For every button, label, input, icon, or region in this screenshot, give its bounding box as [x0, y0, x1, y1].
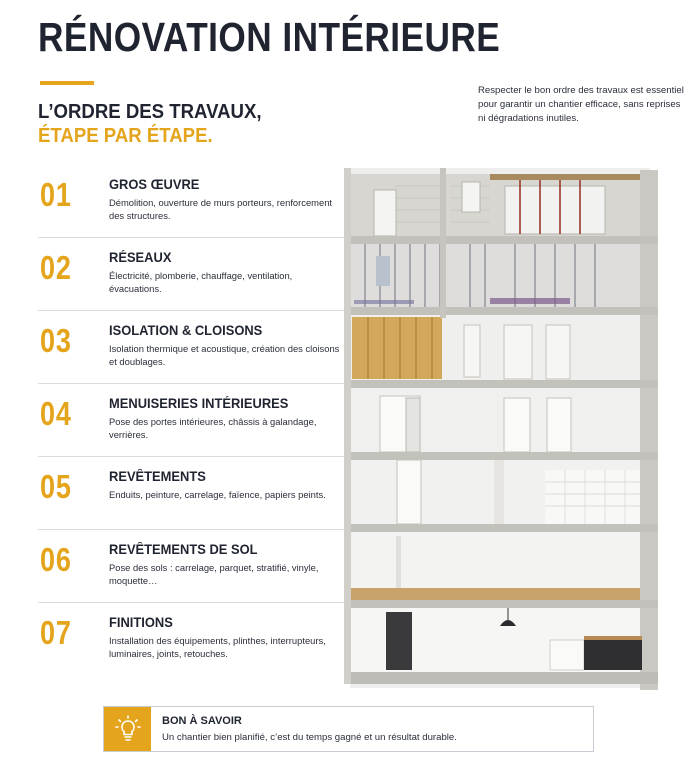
step-title: GROS ŒUVRE	[109, 177, 200, 192]
step-title: FINITIONS	[109, 615, 173, 630]
step-item	[38, 457, 346, 530]
tip-text: Un chantier bien planifié, c’est du temps gagné et un résultat durable.	[162, 732, 457, 743]
step-number: 04	[40, 395, 72, 432]
step-title: ISOLATION & CLOISONS	[109, 323, 263, 338]
building-cutaway-illustration	[340, 160, 662, 700]
steps-list	[38, 165, 346, 676]
step-number: 05	[40, 468, 72, 505]
step-item	[38, 530, 346, 603]
step-description: Pose des portes intérieures, châssis à galandage, verrières.	[109, 416, 317, 440]
step-title: RÉSEAUX	[109, 250, 172, 265]
title-underline	[40, 81, 94, 85]
step-number: 06	[40, 541, 72, 578]
step-description: Pose des sols : carrelage, parquet, stratifié, vinyle, moquette…	[109, 562, 319, 586]
subtitle-line-2: ÉTAPE PAR ÉTAPE.	[38, 125, 213, 147]
step-description: Démolition, ouverture de murs porteurs, renforcement des structures.	[109, 197, 333, 221]
step-item	[38, 165, 346, 238]
step-number: 02	[40, 249, 72, 286]
step-number: 01	[40, 176, 72, 213]
step-description: Enduits, peinture, carrelage, faïence, papiers peints.	[109, 489, 326, 500]
step-description: Installation des équipements, plinthes, interrupteurs, luminaires, joints, retouches.	[109, 635, 326, 659]
step-item	[38, 238, 346, 311]
step-number: 07	[40, 614, 72, 651]
intro-text: Respecter le bon ordre des travaux est essentiel pour garantir un chantier efficace, sans reprises ni dégradations inutiles.	[478, 85, 684, 124]
step-item	[38, 311, 346, 384]
subtitle-line-1: L’ORDRE DES TRAVAUX,	[38, 101, 262, 123]
page-title: RÉNOVATION INTÉRIEURE	[38, 14, 501, 60]
step-title: MENUISERIES INTÉRIEURES	[109, 396, 289, 411]
step-title: REVÊTEMENTS DE SOL	[109, 542, 258, 557]
step-description: Électricité, plomberie, chauffage, ventilation, évacuations.	[109, 270, 293, 294]
subtitle	[38, 100, 262, 148]
step-description: Isolation thermique et acoustique, création des cloisons et doublages.	[109, 343, 340, 367]
step-number: 03	[40, 322, 72, 359]
tip-box	[103, 706, 594, 752]
step-title: REVÊTEMENTS	[109, 469, 206, 484]
lightbulb-icon	[104, 707, 151, 751]
step-item	[38, 384, 346, 457]
tip-title: BON À SAVOIR	[162, 715, 242, 727]
step-item	[38, 603, 346, 676]
